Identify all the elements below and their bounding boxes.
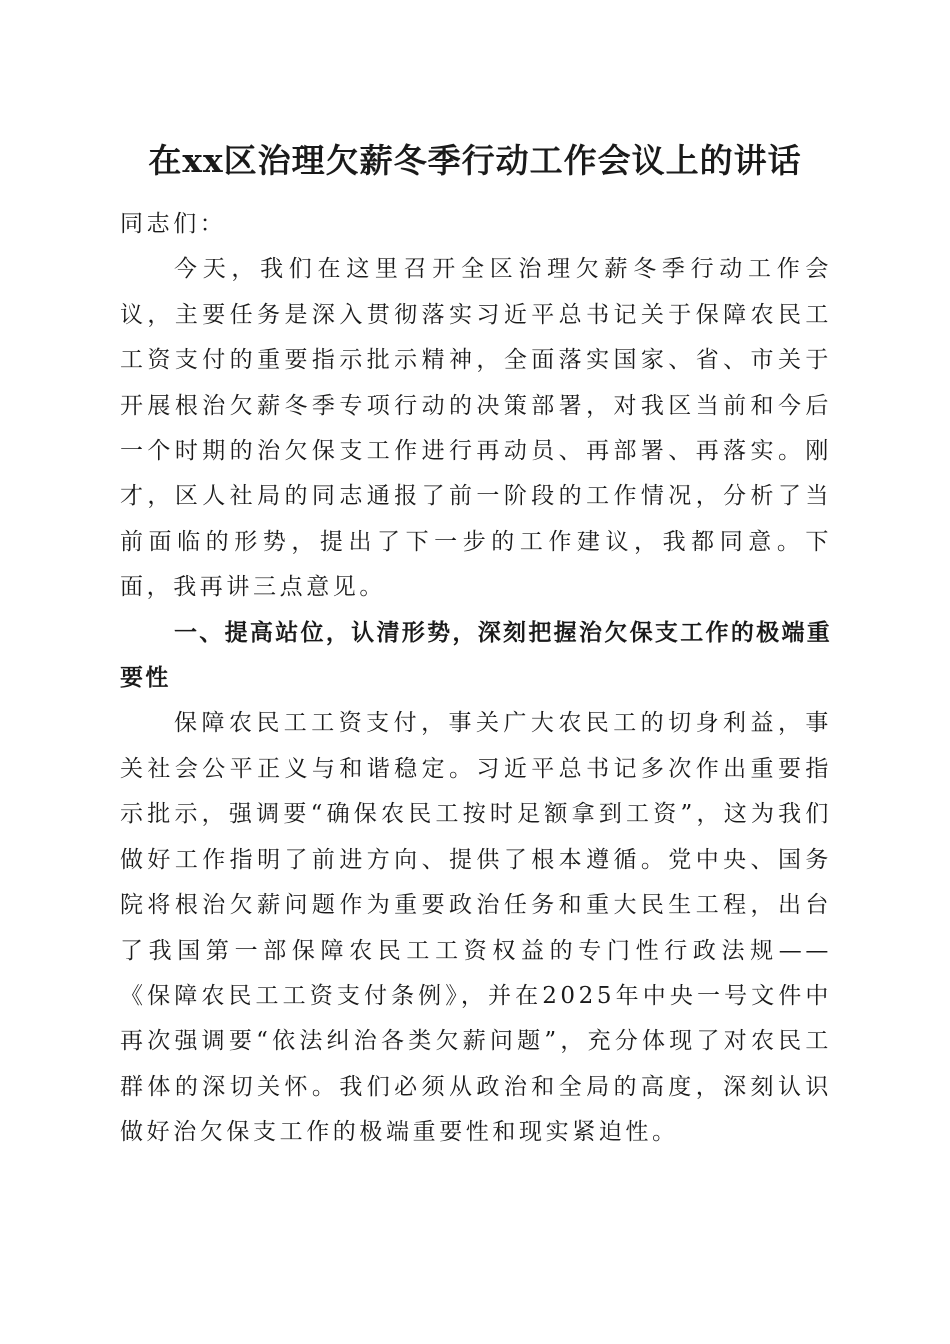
document-body: [120, 202, 832, 1156]
section-heading-1: 一、提高站位，认清形势，深刻把握治欠保支工作的极端重要性: [120, 619, 832, 692]
salutation: 同志们：: [120, 211, 227, 237]
paragraph-section-1: 保障农民工工资支付，事关广大农民工的切身利益，事关社会公平正义与和谐稳定。习近平总书记多次作出重要指示批示，强调要“确保农民工按时足额拿到工资”，这为我们做好工作指明了前进方向、提供了根本遵循。党中央、国务院将根治欠薪问题作为重要政治任务和重大民生工程，出台了我国第一部保障农民工工资权益的专门性行政法规——《保障农民工工资支付条例》，并在2025年中央一号文件中再次强调要“依法纠治各类欠薪问题”，充分体现了对农民工群体的深切关怀。我们必须从政治和全局的高度，深刻认识做好治欠保支工作的极端重要性和现实紧迫性。: [120, 710, 832, 1146]
document-title: 在xx区治理欠薪冬季行动工作会议上的讲话: [148, 141, 802, 180]
paragraph-opening: 今天，我们在这里召开全区治理欠薪冬季行动工作会议，主要任务是深入贯彻落实习近平总书记关于保障农民工工资支付的重要指示批示精神，全面落实国家、省、市关于开展根治欠薪冬季专项行动的决策部署，对我区当前和今后一个时期的治欠保支工作进行再动员、再部署、再落实。刚才，区人社局的同志通报了前一阶段的工作情况，分析了当前面临的形势，提出了下一步的工作建议，我都同意。下面，我再讲三点意见。: [120, 256, 832, 601]
